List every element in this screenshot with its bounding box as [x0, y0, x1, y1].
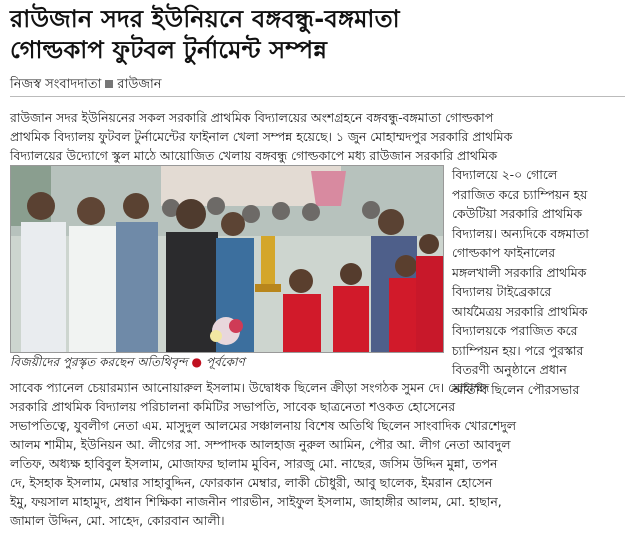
divider [10, 96, 625, 97]
bullet-icon: ● [191, 355, 202, 369]
side-line: পরাজিত করে চ্যাম্পিয়ন হয় [452, 186, 588, 202]
news-photo [10, 165, 444, 353]
paragraph-line: বিদ্যালয়ের উদ্যোগে স্কুল মাঠে আয়োজিত খেলায় বঙ্গবন্ধু গোল্ডকাপে মধ্য রাউজান সরকারি প্রাথমিক [10, 148, 497, 163]
article-headline [10, 4, 625, 66]
side-line: বিদ্যালয় টাইব্রেকারে [452, 284, 552, 299]
side-line: মঙ্গলখালী সরকারি প্রাথমিক [452, 264, 587, 280]
side-line: কেউটিয়া সরকারি প্রাথমিক [452, 206, 582, 221]
paragraph-line: জামাল উদ্দিন, মো. সাহেদ, কোরবান আলী। [10, 513, 225, 528]
paragraph-line: সরকারি প্রাথমিক বিদ্যালয় পরিচালনা কমিটির সভাপতি, সাবেক ছাত্রনেতা শওকত হোসেনের [10, 399, 456, 414]
byline [10, 75, 162, 96]
headline-line-2: গোল্ডকাপ ফুটবল টুর্নামেন্ট সম্পন্ন [10, 36, 328, 64]
caption-text: বিজয়ীদের পুরস্কৃত করছেন অতিথিবৃন্দ [10, 355, 188, 369]
square-icon [105, 80, 113, 88]
headline-line-1: রাউজান সদর ইউনিয়নে বঙ্গবন্ধু-বঙ্গমাতা [10, 5, 400, 33]
side-line: বিদ্যালয়। অন্যদিকে বঙ্গমাতা [452, 225, 589, 241]
side-line: গোল্ডকাপ ফাইনালের [452, 245, 556, 260]
paragraph-line: প্রাথমিক বিদ্যালয় ফুটবল টুর্নামেন্টের ফাইনাল খেলা সম্পন্ন হয়েছে। ১ জুন মোহাম্মদপুর সরকারি প্রাথমিক [10, 129, 513, 144]
photo-caption [10, 352, 442, 372]
side-line: বিদ্যালয়ে ২-০ গোলে [452, 167, 558, 182]
byline-reporter: নিজস্ব সংবাদদাতা [10, 77, 102, 92]
paragraph-line: সাবেক প্যানেল চেয়ারম্যান আনোয়ারুল ইসলাম। উদ্বোধক ছিলেন ক্রীড়া সংগঠক সুমন দে। মোহাম্মদ [10, 380, 490, 395]
side-line: বিতরণী অনুষ্ঠানে প্রধান [452, 362, 567, 377]
caption-credit: পূর্বকোণ [206, 355, 245, 369]
paragraph-line: লতিফ, অধ্যক্ষ হাবিবুল ইসলাম, মোজাফর ছালাম মুবিন, সারজু মো. নাছের, জসিম উদ্দিন মুন্না, তপন [10, 456, 498, 471]
paragraph-line: সভাপতিত্বে, যুবলীগ নেতা এম. মাসুদুল আলমের সঞ্চালনায় বিশেষ অতিথি ছিলেন সাংবাদিক খোরশেদুল [10, 418, 517, 433]
paragraph-line: ইমু, ফয়সাল মাহামুদ, প্রধান শিক্ষিকা নাজনীন পারভীন, সাইফুল ইসলাম, জাহাঙ্গীর আলম, মো. হাছান, [10, 494, 502, 509]
byline-location: রাউজান [117, 77, 162, 92]
side-column [452, 165, 625, 399]
photo-illustration [11, 166, 443, 352]
paragraph-line: দে, ইসহাক ইসলাম, মেম্বার সাহাবুদ্দিন, ফোরকান মেম্বার, লাকী চৌধুরী, আবু ছালেক, ইমরান হোসেন [10, 475, 493, 490]
paragraph-line: রাউজান সদর ইউনিয়নের সকল সরকারি প্রাথমিক বিদ্যালয়ের অংশগ্রহনে বঙ্গবন্ধু-বঙ্গমাতা গোল্ডকাপ [10, 110, 494, 125]
paragraph-2 [10, 378, 625, 530]
side-line: বিদ্যালয়কে পরাজিত করে [452, 323, 578, 338]
side-line: অতিথি ছিলেন পৌরসভার [452, 381, 580, 397]
paragraph-line: আলম শামীম, ইউনিয়ন আ. লীগের সা. সম্পাদক আলহাজ নুরুল আমিন, পৌর আ. লীগ নেতা আবদুল [10, 437, 511, 452]
side-line: আর্যমৈত্রয় সরকারি প্রাথমিক [452, 303, 588, 319]
paragraph-1 [10, 108, 625, 165]
side-line: চ্যাম্পিয়ন হয়। পরে পুরস্কার [452, 342, 584, 358]
